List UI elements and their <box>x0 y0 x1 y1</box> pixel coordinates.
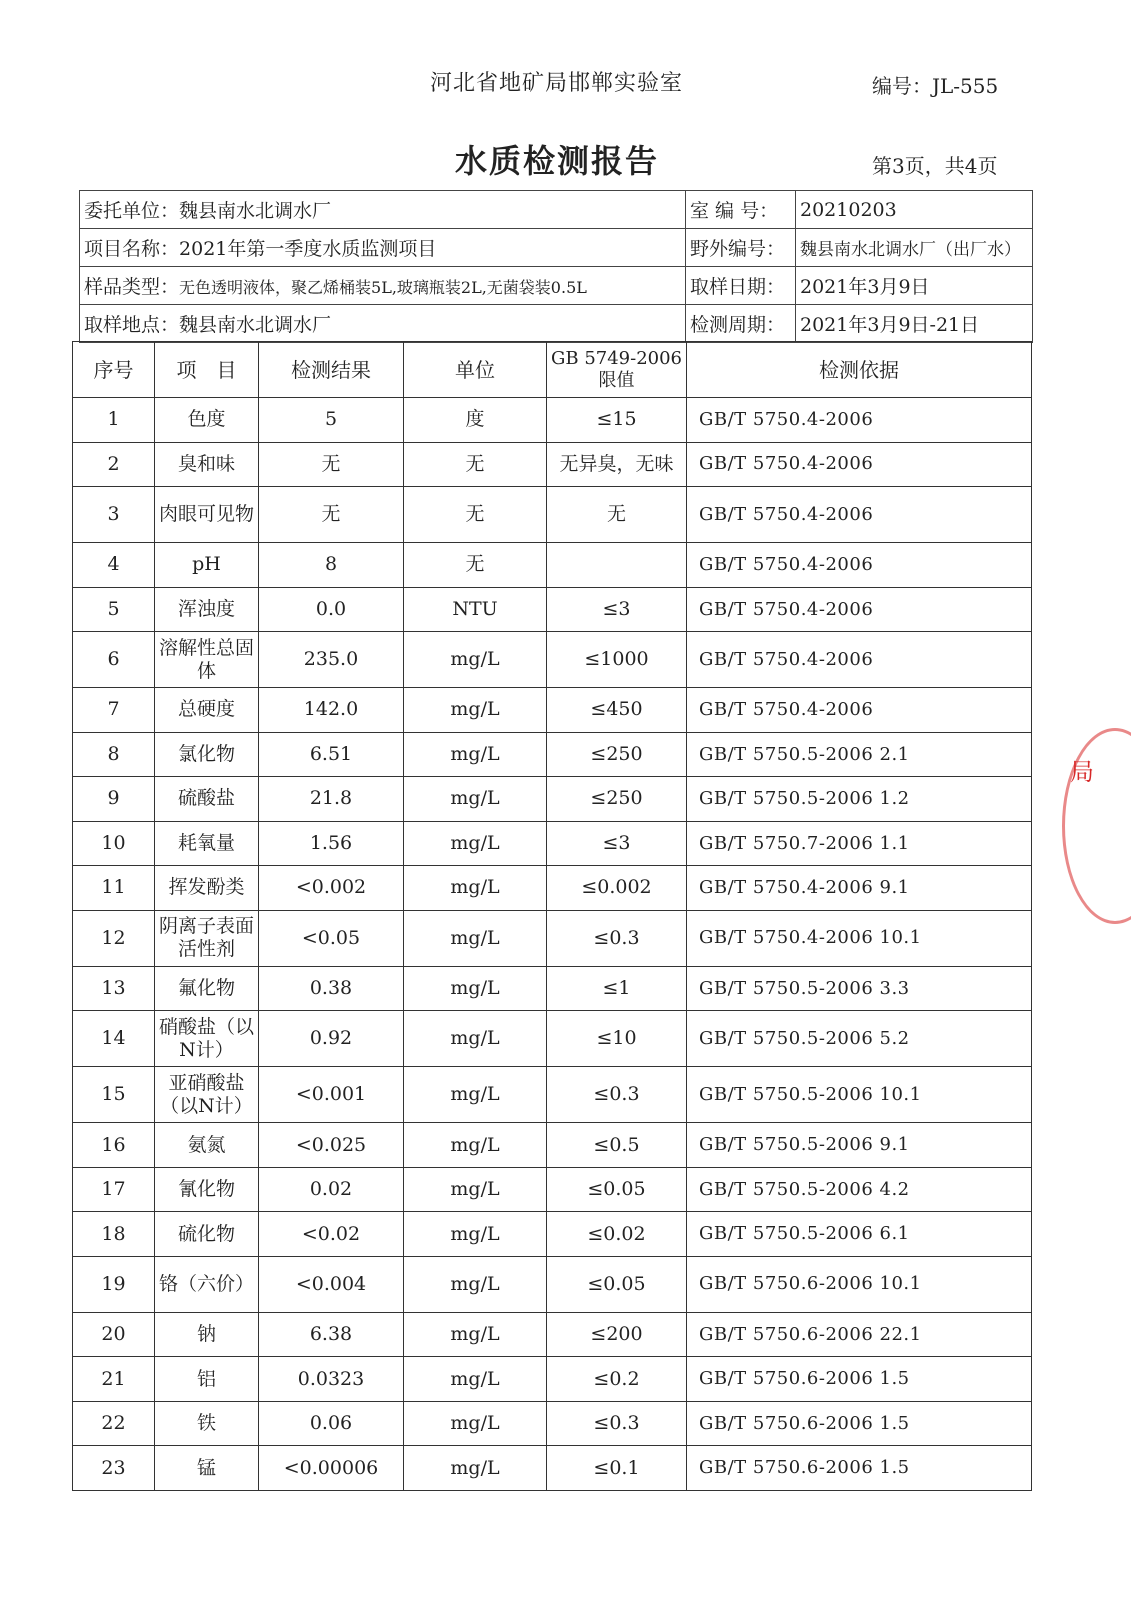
row-no-cell: 18 <box>73 1212 155 1257</box>
header-no: 序号 <box>73 342 155 398</box>
row-item-cell: 铬（六价） <box>155 1256 259 1312</box>
project-label: 项目名称： <box>84 238 180 260</box>
table-row <box>73 1067 1032 1123</box>
row-basis-cell: GB/T 5750.6-2006 1.5 <box>687 1446 1032 1491</box>
row-unit-cell: mg/L <box>404 1401 547 1446</box>
row-item-cell: 浑浊度 <box>155 587 259 632</box>
row-unit-cell: 无 <box>404 543 547 588</box>
sample-type-label: 样品类型： <box>84 276 180 298</box>
row-item-cell: 氨氮 <box>155 1123 259 1168</box>
row-limit-cell: ≤0.3 <box>547 910 687 966</box>
row-result-cell: <0.05 <box>259 910 404 966</box>
table-row <box>73 966 1032 1011</box>
row-limit-cell: ≤0.1 <box>547 1446 687 1491</box>
row-basis-cell: GB/T 5750.4-2006 <box>687 543 1032 588</box>
table-row <box>73 910 1032 966</box>
table-row <box>73 1401 1032 1446</box>
location-label: 取样地点： <box>84 314 180 336</box>
row-unit-cell: mg/L <box>404 1067 547 1123</box>
row-basis-cell: GB/T 5750.5-2006 4.2 <box>687 1167 1032 1212</box>
table-row <box>73 632 1032 688</box>
row-no-cell: 10 <box>73 821 155 866</box>
row-unit-cell: mg/L <box>404 966 547 1011</box>
row-item-cell: 肉眼可见物 <box>155 487 259 543</box>
row-basis-cell: GB/T 5750.6-2006 1.5 <box>687 1357 1032 1402</box>
info-row-client <box>80 191 1033 229</box>
row-no-cell: 5 <box>73 587 155 632</box>
row-limit-cell <box>547 543 687 588</box>
field-no-value: 魏县南水北调水厂（出厂水） <box>796 229 1033 267</box>
table-row <box>73 587 1032 632</box>
row-unit-cell: mg/L <box>404 1357 547 1402</box>
header-unit: 单位 <box>404 342 547 398</box>
row-limit-cell: ≤0.05 <box>547 1256 687 1312</box>
results-table <box>72 341 1032 1491</box>
row-basis-cell: GB/T 5750.4-2006 9.1 <box>687 866 1032 911</box>
row-item-cell: 溶解性总固体 <box>155 632 259 688</box>
row-limit-cell: ≤3 <box>547 821 687 866</box>
row-basis-cell: GB/T 5750.6-2006 1.5 <box>687 1401 1032 1446</box>
row-item-cell: 挥发酚类 <box>155 866 259 911</box>
row-unit-cell: mg/L <box>404 688 547 733</box>
row-item-cell: 硝酸盐（以N计） <box>155 1011 259 1067</box>
row-no-cell: 15 <box>73 1067 155 1123</box>
row-item-cell: 氯化物 <box>155 732 259 777</box>
report-code: 编号：JL-555 <box>872 74 999 98</box>
row-unit-cell: mg/L <box>404 1212 547 1257</box>
row-unit-cell: mg/L <box>404 1167 547 1212</box>
row-no-cell: 22 <box>73 1401 155 1446</box>
client-value: 魏县南水北调水厂 <box>179 200 332 222</box>
row-limit-cell: ≤450 <box>547 688 687 733</box>
row-result-cell: <0.025 <box>259 1123 404 1168</box>
field-no-label: 野外编号： <box>686 229 796 267</box>
room-no-value: 20210203 <box>796 191 1033 229</box>
table-row <box>73 777 1032 822</box>
report-title: 水质检测报告 <box>455 142 660 180</box>
row-unit-cell: mg/L <box>404 910 547 966</box>
client-cell <box>80 191 686 229</box>
row-limit-cell: ≤0.05 <box>547 1167 687 1212</box>
row-basis-cell: GB/T 5750.5-2006 3.3 <box>687 966 1032 1011</box>
sample-info-table <box>79 190 1033 343</box>
row-result-cell: 6.51 <box>259 732 404 777</box>
row-basis-cell: GB/T 5750.6-2006 22.1 <box>687 1312 1032 1357</box>
row-no-cell: 19 <box>73 1256 155 1312</box>
row-limit-cell: ≤1000 <box>547 632 687 688</box>
row-item-cell: 耗氧量 <box>155 821 259 866</box>
row-no-cell: 23 <box>73 1446 155 1491</box>
row-unit-cell: mg/L <box>404 777 547 822</box>
table-row <box>73 442 1032 487</box>
row-item-cell: 铁 <box>155 1401 259 1446</box>
row-item-cell: 锰 <box>155 1446 259 1491</box>
lab-name: 河北省地矿局邯郸实验室 <box>430 71 684 96</box>
row-limit-cell: 无异臭，无味 <box>547 442 687 487</box>
sample-type-value: 无色透明液体，聚乙烯桶装5L,玻璃瓶装2L,无菌袋装0.5L <box>179 278 587 297</box>
row-no-cell: 16 <box>73 1123 155 1168</box>
row-unit-cell: mg/L <box>404 1123 547 1168</box>
table-row <box>73 1256 1032 1312</box>
row-result-cell: 无 <box>259 487 404 543</box>
row-limit-cell: 无 <box>547 487 687 543</box>
row-limit-cell: ≤0.002 <box>547 866 687 911</box>
row-item-cell: pH <box>155 543 259 588</box>
row-no-cell: 1 <box>73 398 155 443</box>
row-basis-cell: GB/T 5750.4-2006 <box>687 398 1032 443</box>
row-result-cell: 无 <box>259 442 404 487</box>
table-row <box>73 1167 1032 1212</box>
page-info: 第3页，共4页 <box>872 154 998 178</box>
sample-date-value: 2021年3月9日 <box>796 267 1033 305</box>
table-row <box>73 1357 1032 1402</box>
row-unit-cell: 度 <box>404 398 547 443</box>
row-basis-cell: GB/T 5750.5-2006 10.1 <box>687 1067 1032 1123</box>
row-basis-cell: GB/T 5750.5-2006 2.1 <box>687 732 1032 777</box>
row-result-cell: <0.001 <box>259 1067 404 1123</box>
info-row-location <box>80 305 1033 343</box>
project-value: 2021年第一季度水质监测项目 <box>179 238 437 260</box>
row-limit-cell: ≤250 <box>547 732 687 777</box>
row-basis-cell: GB/T 5750.5-2006 5.2 <box>687 1011 1032 1067</box>
row-no-cell: 14 <box>73 1011 155 1067</box>
row-result-cell: 0.06 <box>259 1401 404 1446</box>
row-limit-cell: ≤0.3 <box>547 1401 687 1446</box>
header-item: 项 目 <box>155 342 259 398</box>
row-unit-cell: mg/L <box>404 1446 547 1491</box>
row-item-cell: 铝 <box>155 1357 259 1402</box>
row-basis-cell: GB/T 5750.5-2006 6.1 <box>687 1212 1032 1257</box>
row-basis-cell: GB/T 5750.4-2006 <box>687 632 1032 688</box>
row-no-cell: 11 <box>73 866 155 911</box>
row-no-cell: 21 <box>73 1357 155 1402</box>
period-value: 2021年3月9日-21日 <box>796 305 1033 343</box>
location-cell <box>80 305 686 343</box>
table-row <box>73 1123 1032 1168</box>
row-unit-cell: mg/L <box>404 1011 547 1067</box>
row-result-cell: <0.00006 <box>259 1446 404 1491</box>
header-result: 检测结果 <box>259 342 404 398</box>
table-row <box>73 866 1032 911</box>
row-result-cell: <0.02 <box>259 1212 404 1257</box>
row-basis-cell: GB/T 5750.4-2006 10.1 <box>687 910 1032 966</box>
row-basis-cell: GB/T 5750.4-2006 <box>687 487 1032 543</box>
period-label: 检测周期： <box>686 305 796 343</box>
row-unit-cell: mg/L <box>404 632 547 688</box>
row-unit-cell: NTU <box>404 587 547 632</box>
row-basis-cell: GB/T 5750.7-2006 1.1 <box>687 821 1032 866</box>
location-value: 魏县南水北调水厂 <box>179 314 332 336</box>
row-no-cell: 2 <box>73 442 155 487</box>
row-result-cell: 142.0 <box>259 688 404 733</box>
row-result-cell: 21.8 <box>259 777 404 822</box>
row-no-cell: 17 <box>73 1167 155 1212</box>
row-result-cell: 5 <box>259 398 404 443</box>
row-no-cell: 20 <box>73 1312 155 1357</box>
row-item-cell: 氰化物 <box>155 1167 259 1212</box>
sample-date-label: 取样日期： <box>686 267 796 305</box>
row-limit-cell: ≤0.2 <box>547 1357 687 1402</box>
row-no-cell: 13 <box>73 966 155 1011</box>
row-limit-cell: ≤0.3 <box>547 1067 687 1123</box>
row-result-cell: <0.004 <box>259 1256 404 1312</box>
row-limit-cell: ≤3 <box>547 587 687 632</box>
row-no-cell: 3 <box>73 487 155 543</box>
row-unit-cell: mg/L <box>404 866 547 911</box>
row-basis-cell: GB/T 5750.4-2006 <box>687 442 1032 487</box>
row-item-cell: 钠 <box>155 1312 259 1357</box>
table-row <box>73 1011 1032 1067</box>
client-label: 委托单位： <box>84 200 180 222</box>
row-unit-cell: 无 <box>404 487 547 543</box>
row-basis-cell: GB/T 5750.4-2006 <box>687 587 1032 632</box>
row-result-cell: 0.92 <box>259 1011 404 1067</box>
row-item-cell: 阴离子表面活性剂 <box>155 910 259 966</box>
row-result-cell: 0.02 <box>259 1167 404 1212</box>
row-no-cell: 6 <box>73 632 155 688</box>
table-row <box>73 487 1032 543</box>
table-row <box>73 398 1032 443</box>
row-item-cell: 硫酸盐 <box>155 777 259 822</box>
project-cell <box>80 229 686 267</box>
row-result-cell: 0.0323 <box>259 1357 404 1402</box>
row-item-cell: 总硬度 <box>155 688 259 733</box>
table-row <box>73 821 1032 866</box>
row-result-cell: 235.0 <box>259 632 404 688</box>
seal-text: 局 <box>1070 758 1094 786</box>
row-basis-cell: GB/T 5750.6-2006 10.1 <box>687 1256 1032 1312</box>
row-result-cell: <0.002 <box>259 866 404 911</box>
row-limit-cell: ≤1 <box>547 966 687 1011</box>
table-row <box>73 1446 1032 1491</box>
row-limit-cell: ≤0.5 <box>547 1123 687 1168</box>
row-item-cell: 硫化物 <box>155 1212 259 1257</box>
header-basis: 检测依据 <box>687 342 1032 398</box>
row-unit-cell: mg/L <box>404 732 547 777</box>
row-limit-cell: ≤250 <box>547 777 687 822</box>
row-no-cell: 9 <box>73 777 155 822</box>
row-result-cell: 1.56 <box>259 821 404 866</box>
row-limit-cell: ≤0.02 <box>547 1212 687 1257</box>
table-row <box>73 688 1032 733</box>
row-no-cell: 8 <box>73 732 155 777</box>
row-item-cell: 臭和味 <box>155 442 259 487</box>
row-unit-cell: 无 <box>404 442 547 487</box>
row-no-cell: 4 <box>73 543 155 588</box>
row-limit-cell: ≤200 <box>547 1312 687 1357</box>
row-item-cell: 亚硝酸盐（以N计） <box>155 1067 259 1123</box>
header-limit: GB 5749-2006限值 <box>547 342 687 398</box>
row-limit-cell: ≤10 <box>547 1011 687 1067</box>
row-result-cell: 0.38 <box>259 966 404 1011</box>
row-no-cell: 12 <box>73 910 155 966</box>
row-item-cell: 色度 <box>155 398 259 443</box>
row-basis-cell: GB/T 5750.4-2006 <box>687 688 1032 733</box>
row-limit-cell: ≤15 <box>547 398 687 443</box>
row-basis-cell: GB/T 5750.5-2006 9.1 <box>687 1123 1032 1168</box>
row-no-cell: 7 <box>73 688 155 733</box>
table-row <box>73 543 1032 588</box>
table-row <box>73 1212 1032 1257</box>
table-row <box>73 1312 1032 1357</box>
row-unit-cell: mg/L <box>404 821 547 866</box>
table-row <box>73 732 1032 777</box>
row-result-cell: 6.38 <box>259 1312 404 1357</box>
row-result-cell: 0.0 <box>259 587 404 632</box>
results-header-row <box>73 342 1032 398</box>
row-basis-cell: GB/T 5750.5-2006 1.2 <box>687 777 1032 822</box>
row-unit-cell: mg/L <box>404 1312 547 1357</box>
row-result-cell: 8 <box>259 543 404 588</box>
sample-type-cell <box>80 267 686 305</box>
info-row-sample-type <box>80 267 1033 305</box>
row-unit-cell: mg/L <box>404 1256 547 1312</box>
info-row-project <box>80 229 1033 267</box>
row-item-cell: 氟化物 <box>155 966 259 1011</box>
room-no-label: 室 编 号： <box>686 191 796 229</box>
